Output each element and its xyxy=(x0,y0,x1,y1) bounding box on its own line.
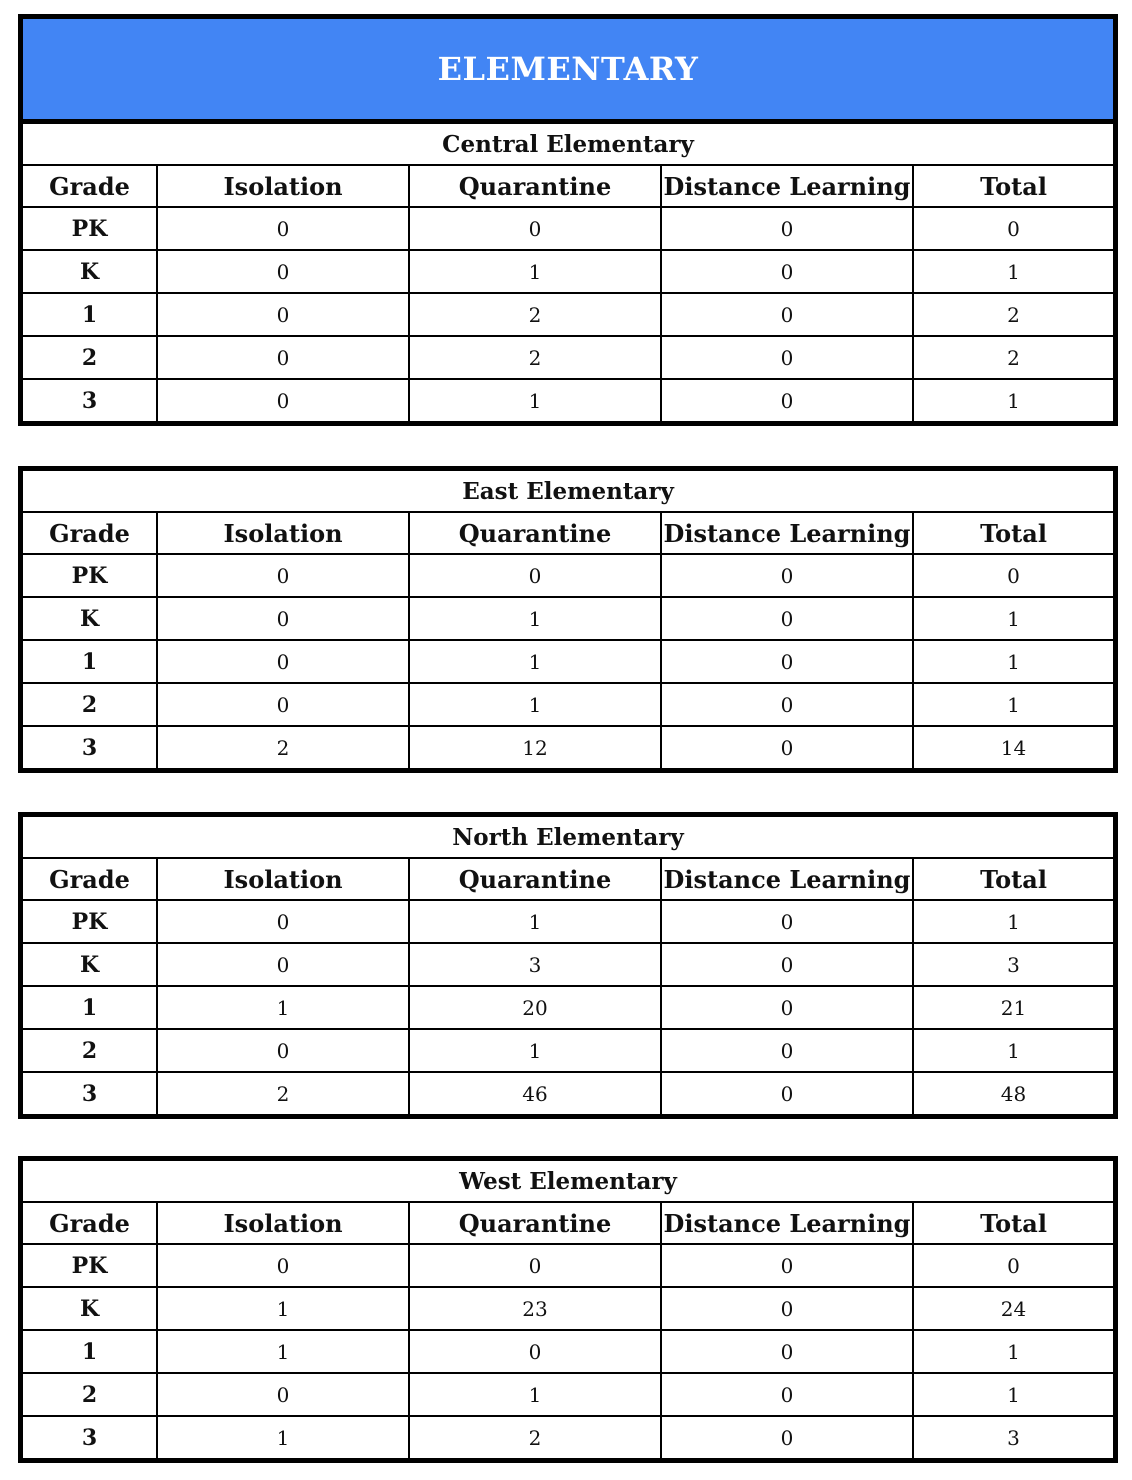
table-row xyxy=(23,683,1113,726)
distance-learning-cell: 0 xyxy=(661,1416,913,1458)
elementary-banner xyxy=(23,19,1113,124)
column-header-distance-learning: Distance Learning xyxy=(661,165,913,207)
quarantine-cell: 3 xyxy=(409,943,661,986)
isolation-cell: 1 xyxy=(157,986,409,1029)
table-row xyxy=(23,900,1113,943)
quarantine-cell: 1 xyxy=(409,683,661,726)
grade-cell: PK xyxy=(23,1244,157,1287)
grade-cell: 3 xyxy=(23,1072,157,1114)
column-header-total: Total xyxy=(913,1202,1113,1244)
total-cell: 48 xyxy=(913,1072,1113,1114)
table-row xyxy=(23,1287,1113,1330)
distance-learning-cell: 0 xyxy=(661,597,913,640)
column-header-grade: Grade xyxy=(23,165,157,207)
quarantine-cell: 2 xyxy=(409,336,661,379)
distance-learning-cell: 0 xyxy=(661,1330,913,1373)
grade-cell: 3 xyxy=(23,379,157,421)
table-row xyxy=(23,1373,1113,1416)
isolation-cell: 0 xyxy=(157,683,409,726)
total-cell: 1 xyxy=(913,1029,1113,1072)
column-header-quarantine: Quarantine xyxy=(409,1202,661,1244)
column-header-total: Total xyxy=(913,165,1113,207)
grade-cell: K xyxy=(23,250,157,293)
quarantine-cell: 20 xyxy=(409,986,661,1029)
total-cell: 2 xyxy=(913,336,1113,379)
table-row xyxy=(23,336,1113,379)
quarantine-cell: 0 xyxy=(409,554,661,597)
grade-cell: PK xyxy=(23,554,157,597)
quarantine-cell: 1 xyxy=(409,597,661,640)
total-cell: 1 xyxy=(913,640,1113,683)
total-cell: 1 xyxy=(913,597,1113,640)
grade-cell: 1 xyxy=(23,293,157,336)
grade-cell: PK xyxy=(23,900,157,943)
total-cell: 1 xyxy=(913,1330,1113,1373)
table-row xyxy=(23,1029,1113,1072)
distance-learning-cell: 0 xyxy=(661,207,913,250)
grade-cell: 1 xyxy=(23,1330,157,1373)
total-cell: 3 xyxy=(913,1416,1113,1458)
north-elementary-table xyxy=(23,817,1113,1114)
grade-cell: 2 xyxy=(23,1029,157,1072)
grade-cell: 3 xyxy=(23,726,157,768)
school-title: West Elementary xyxy=(23,1161,1113,1202)
column-header-grade: Grade xyxy=(23,512,157,554)
quarantine-cell: 1 xyxy=(409,250,661,293)
column-header-isolation: Isolation xyxy=(157,512,409,554)
total-cell: 1 xyxy=(913,250,1113,293)
distance-learning-cell: 0 xyxy=(661,986,913,1029)
total-cell: 24 xyxy=(913,1287,1113,1330)
isolation-cell: 0 xyxy=(157,207,409,250)
grade-cell: 2 xyxy=(23,336,157,379)
quarantine-cell: 1 xyxy=(409,1373,661,1416)
total-cell: 0 xyxy=(913,554,1113,597)
distance-learning-cell: 0 xyxy=(661,554,913,597)
column-header-isolation: Isolation xyxy=(157,1202,409,1244)
isolation-cell: 0 xyxy=(157,293,409,336)
grade-cell: 1 xyxy=(23,986,157,1029)
quarantine-cell: 0 xyxy=(409,1244,661,1287)
column-header-quarantine: Quarantine xyxy=(409,165,661,207)
isolation-cell: 0 xyxy=(157,640,409,683)
total-cell: 1 xyxy=(913,900,1113,943)
column-header-isolation: Isolation xyxy=(157,165,409,207)
quarantine-cell: 1 xyxy=(409,640,661,683)
isolation-cell: 1 xyxy=(157,1416,409,1458)
distance-learning-cell: 0 xyxy=(661,683,913,726)
north-elementary-block xyxy=(18,812,1118,1119)
distance-learning-cell: 0 xyxy=(661,1072,913,1114)
grade-cell: 2 xyxy=(23,683,157,726)
isolation-cell: 1 xyxy=(157,1287,409,1330)
table-row xyxy=(23,293,1113,336)
grade-cell: 3 xyxy=(23,1416,157,1458)
central-elementary-block xyxy=(18,14,1118,426)
distance-learning-cell: 0 xyxy=(661,336,913,379)
isolation-cell: 0 xyxy=(157,1373,409,1416)
total-cell: 1 xyxy=(913,1373,1113,1416)
distance-learning-cell: 0 xyxy=(661,1373,913,1416)
table-row xyxy=(23,597,1113,640)
grade-cell: PK xyxy=(23,207,157,250)
quarantine-cell: 1 xyxy=(409,1029,661,1072)
total-cell: 2 xyxy=(913,293,1113,336)
table-row xyxy=(23,986,1113,1029)
table-row xyxy=(23,1244,1113,1287)
column-header-isolation: Isolation xyxy=(157,858,409,900)
quarantine-cell: 2 xyxy=(409,293,661,336)
grade-cell: K xyxy=(23,943,157,986)
distance-learning-cell: 0 xyxy=(661,640,913,683)
total-cell: 0 xyxy=(913,1244,1113,1287)
school-title: North Elementary xyxy=(23,817,1113,858)
grade-cell: K xyxy=(23,597,157,640)
school-title: East Elementary xyxy=(23,471,1113,512)
west-elementary-block xyxy=(18,1156,1118,1463)
isolation-cell: 0 xyxy=(157,900,409,943)
table-row xyxy=(23,1330,1113,1373)
west-elementary-table xyxy=(23,1161,1113,1458)
isolation-cell: 2 xyxy=(157,1072,409,1114)
isolation-cell: 0 xyxy=(157,1029,409,1072)
isolation-cell: 0 xyxy=(157,1244,409,1287)
quarantine-cell: 23 xyxy=(409,1287,661,1330)
page-title: ELEMENTARY xyxy=(437,50,699,88)
column-header-quarantine: Quarantine xyxy=(409,858,661,900)
central-elementary-table xyxy=(23,124,1113,421)
table-row xyxy=(23,640,1113,683)
table-row xyxy=(23,1072,1113,1114)
total-cell: 21 xyxy=(913,986,1113,1029)
total-cell: 0 xyxy=(913,207,1113,250)
column-header-quarantine: Quarantine xyxy=(409,512,661,554)
distance-learning-cell: 0 xyxy=(661,379,913,421)
east-elementary-table xyxy=(23,471,1113,768)
table-row xyxy=(23,726,1113,768)
distance-learning-cell: 0 xyxy=(661,250,913,293)
grade-cell: K xyxy=(23,1287,157,1330)
distance-learning-cell: 0 xyxy=(661,1029,913,1072)
isolation-cell: 0 xyxy=(157,554,409,597)
isolation-cell: 0 xyxy=(157,379,409,421)
quarantine-cell: 0 xyxy=(409,207,661,250)
quarantine-cell: 46 xyxy=(409,1072,661,1114)
quarantine-cell: 2 xyxy=(409,1416,661,1458)
table-row xyxy=(23,554,1113,597)
grade-cell: 2 xyxy=(23,1373,157,1416)
total-cell: 3 xyxy=(913,943,1113,986)
isolation-cell: 0 xyxy=(157,943,409,986)
quarantine-cell: 1 xyxy=(409,379,661,421)
distance-learning-cell: 0 xyxy=(661,900,913,943)
distance-learning-cell: 0 xyxy=(661,1244,913,1287)
east-elementary-block xyxy=(18,466,1118,773)
grade-cell: 1 xyxy=(23,640,157,683)
quarantine-cell: 1 xyxy=(409,900,661,943)
table-row xyxy=(23,1416,1113,1458)
distance-learning-cell: 0 xyxy=(661,943,913,986)
table-row xyxy=(23,250,1113,293)
isolation-cell: 0 xyxy=(157,597,409,640)
column-header-distance-learning: Distance Learning xyxy=(661,1202,913,1244)
distance-learning-cell: 0 xyxy=(661,1287,913,1330)
distance-learning-cell: 0 xyxy=(661,293,913,336)
column-header-grade: Grade xyxy=(23,858,157,900)
column-header-total: Total xyxy=(913,512,1113,554)
distance-learning-cell: 0 xyxy=(661,726,913,768)
table-row xyxy=(23,943,1113,986)
column-header-distance-learning: Distance Learning xyxy=(661,512,913,554)
total-cell: 1 xyxy=(913,379,1113,421)
column-header-total: Total xyxy=(913,858,1113,900)
column-header-grade: Grade xyxy=(23,1202,157,1244)
isolation-cell: 0 xyxy=(157,336,409,379)
quarantine-cell: 12 xyxy=(409,726,661,768)
total-cell: 14 xyxy=(913,726,1113,768)
isolation-cell: 2 xyxy=(157,726,409,768)
column-header-distance-learning: Distance Learning xyxy=(661,858,913,900)
quarantine-cell: 0 xyxy=(409,1330,661,1373)
isolation-cell: 1 xyxy=(157,1330,409,1373)
isolation-cell: 0 xyxy=(157,250,409,293)
table-row xyxy=(23,207,1113,250)
table-row xyxy=(23,379,1113,421)
total-cell: 1 xyxy=(913,683,1113,726)
school-title: Central Elementary xyxy=(23,124,1113,165)
